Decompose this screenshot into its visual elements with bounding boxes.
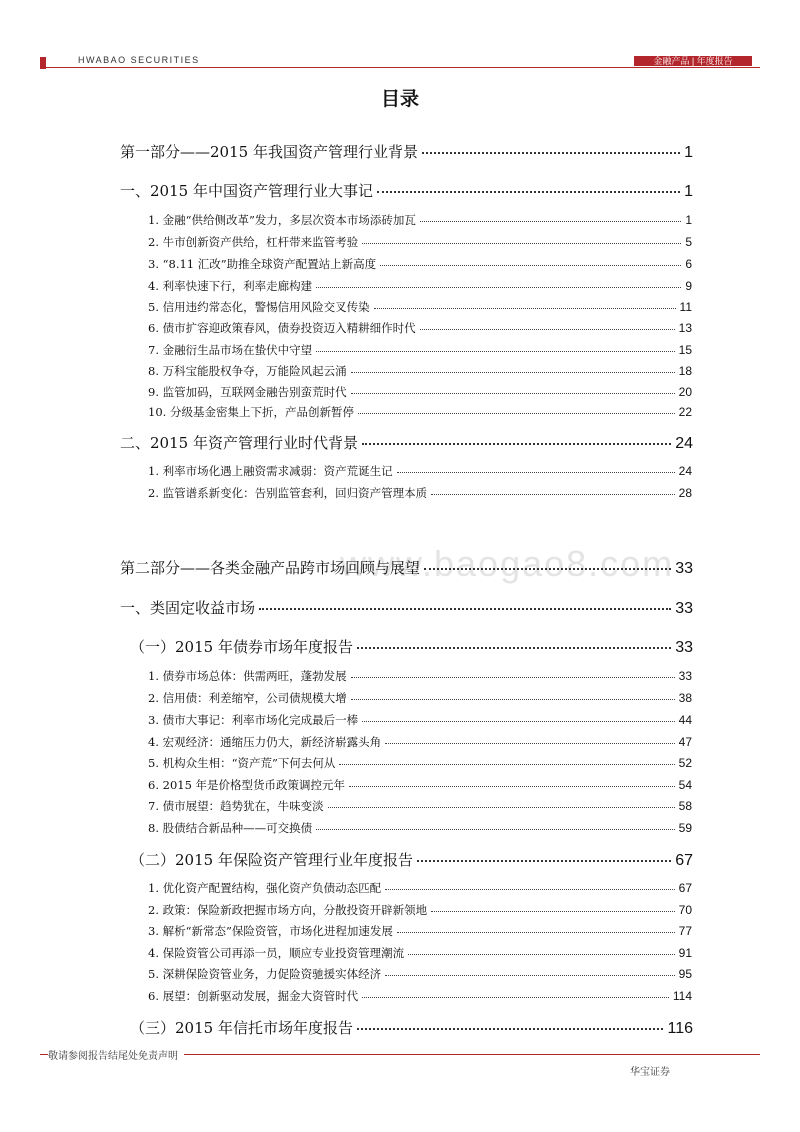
toc-leader-dots: [351, 677, 675, 678]
toc-leader-dots: [362, 443, 671, 445]
toc-leader-dots: [377, 191, 680, 193]
toc-entry[interactable]: [148, 798, 692, 814]
toc-entry-page: 11: [679, 300, 692, 314]
toc-entry-page: 13: [678, 321, 692, 335]
toc-entry-page: 22: [678, 405, 692, 419]
toc-entry-label: 6. 展望：创新驱动发展，掘金大资管时代: [148, 989, 359, 1003]
toc-entry[interactable]: [120, 432, 693, 453]
toc-entry-page: 33: [675, 560, 693, 577]
toc-entry[interactable]: [148, 256, 692, 272]
toc-leader-dots: [362, 997, 669, 998]
toc-leader-dots: [328, 807, 675, 808]
toc-leader-dots: [259, 608, 671, 610]
toc-entry[interactable]: [130, 849, 693, 870]
toc-leader-dots: [316, 287, 681, 288]
page-title: 目录: [380, 88, 419, 110]
toc-entry-page: 6: [685, 257, 692, 271]
toc-entry-label: 一、2015 年中国资产管理行业大事记: [120, 182, 373, 200]
toc-entry-page: 67: [675, 852, 693, 869]
toc-leader-dots: [420, 221, 681, 222]
toc-leader-dots: [374, 308, 676, 309]
toc-entry-label: 2. 信用债：利差缩窄，公司债规模大增: [148, 691, 347, 705]
toc-leader-dots: [420, 329, 675, 330]
toc-entry-page: 58: [678, 799, 692, 813]
toc-entry-label: （一）2015 年债券市场年度报告: [130, 638, 353, 656]
toc-entry-page: 15: [678, 343, 692, 357]
toc-entry[interactable]: [148, 463, 692, 479]
toc-leader-dots: [385, 975, 675, 976]
footer-disclaimer: 敬请参阅报告结尾处免责声明: [48, 1047, 184, 1062]
toc-entry[interactable]: [148, 734, 692, 750]
toc-entry-label: 1. 优化资产配置结构，强化资产负债动态匹配: [148, 881, 382, 895]
toc-entry-label: 1. 金融“供给侧改革”发力，多层次资本市场添砖加瓦: [148, 213, 416, 227]
toc-entry-page: 44: [678, 713, 692, 727]
toc-entry-label: 8. 股债结合新品种——可交换债: [148, 821, 313, 835]
toc-leader-dots: [349, 786, 675, 787]
toc-entry-page: 47: [678, 735, 692, 749]
toc-entry[interactable]: [148, 320, 692, 336]
toc-leader-dots: [351, 372, 675, 373]
toc-entry[interactable]: [148, 966, 692, 982]
toc-entry[interactable]: [148, 712, 692, 728]
toc-entry[interactable]: [148, 278, 692, 294]
toc-entry[interactable]: [148, 923, 692, 939]
toc-entry-label: 第二部分——各类金融产品跨市场回顾与展望: [120, 559, 421, 577]
toc-leader-dots: [362, 243, 681, 244]
toc-leader-dots: [351, 699, 675, 700]
toc-leader-dots: [385, 889, 675, 890]
toc-entry-label: 5. 深耕保险资管业务，力促险资驰援实体经济: [148, 967, 382, 981]
toc-entry-label: 7. 债市展望：趋势犹在，牛味变淡: [148, 799, 324, 813]
toc-entry-label: 8. 万科宝能股权争夺，万能险风起云涌: [148, 364, 347, 378]
toc-leader-dots: [408, 954, 675, 955]
toc-entry-label: 一、类固定收益市场: [120, 599, 256, 617]
toc-entry-page: 54: [678, 778, 692, 792]
toc-entry[interactable]: [148, 988, 692, 1004]
toc-leader-dots: [422, 152, 680, 154]
toc-entry-page: 95: [678, 967, 692, 981]
toc-leader-dots: [339, 764, 674, 765]
toc-entry-page: 1: [684, 183, 693, 200]
toc-leader-dots: [358, 413, 675, 414]
toc-entry[interactable]: [148, 690, 692, 706]
toc-entry[interactable]: [148, 234, 692, 250]
toc-entry-page: 114: [672, 989, 692, 1003]
header-divider: [40, 67, 760, 68]
toc-entry-page: 33: [678, 669, 692, 683]
toc-entry[interactable]: [148, 880, 692, 896]
toc-leader-dots: [417, 860, 671, 862]
toc-entry-label: （三）2015 年信托市场年度报告: [130, 1019, 353, 1037]
toc-entry[interactable]: [148, 902, 692, 918]
toc-leader-dots: [357, 1028, 664, 1030]
toc-entry[interactable]: [148, 485, 692, 501]
toc-entry-label: 二、2015 年资产管理行业时代背景: [120, 434, 358, 452]
toc-entry-page: 38: [678, 691, 692, 705]
toc-entry-label: 3. 债市大事记：利率市场化完成最后一棒: [148, 713, 359, 727]
toc-entry-page: 9: [685, 279, 692, 293]
toc-entry-page: 33: [675, 600, 693, 617]
toc-leader-dots: [424, 568, 671, 570]
toc-entry[interactable]: [148, 384, 692, 400]
toc-entry-page: 24: [675, 435, 693, 452]
footer-company: 华宝证券: [630, 1067, 670, 1078]
toc-entry-page: 5: [685, 235, 692, 249]
toc-entry-label: 3. 解析“新常态”保险资管，市场化进程加速发展: [148, 924, 393, 938]
toc-entry[interactable]: [148, 668, 692, 684]
toc-entry-page: 18: [678, 364, 692, 378]
toc-entry[interactable]: [120, 557, 693, 578]
toc-entry-label: 9. 监管加码，互联网金融告别蛮荒时代: [148, 385, 347, 399]
toc-entry[interactable]: [148, 342, 692, 358]
toc-entry[interactable]: [148, 755, 692, 771]
toc-entry-page: 59: [678, 821, 692, 835]
toc-entry-label: 3. “8.11 汇改”助推全球资产配置站上新高度: [148, 257, 377, 271]
toc-entry-page: 70: [678, 903, 692, 917]
toc-entry-page: 67: [678, 881, 692, 895]
toc-leader-dots: [380, 265, 681, 266]
toc-entry[interactable]: [120, 141, 693, 162]
toc-entry[interactable]: [120, 597, 693, 618]
watermark: www.baogao8.com: [340, 543, 675, 584]
toc-entry-label: 5. 信用违约常态化，警惕信用风险交叉传染: [148, 300, 370, 314]
toc-entry-label: 7. 金融衍生品市场在蛰伏中守望: [148, 343, 313, 357]
toc-entry-label: 2. 牛市创新资产供给，杠杆带来监管考验: [148, 235, 359, 249]
toc-leader-dots: [351, 393, 675, 394]
toc-leader-dots: [397, 472, 675, 473]
header-tag: 金融产品 | 年度报告: [634, 56, 752, 66]
toc-entry-page: 1: [684, 144, 693, 161]
toc-entry-page: 116: [667, 1020, 693, 1037]
toc-entry-page: 20: [678, 385, 692, 399]
toc-entry-label: 10. 分级基金密集上下折，产品创新暂停: [148, 405, 354, 419]
toc-entry-label: 1. 利率市场化遇上融资需求减弱：资产荒诞生记: [148, 464, 393, 478]
toc-entry-page: 77: [678, 924, 692, 938]
toc-entry-label: 6. 2015 年是价格型货币政策调控元年: [148, 778, 346, 792]
toc-entry[interactable]: [148, 820, 692, 836]
toc-entry[interactable]: [148, 945, 692, 961]
toc-entry-label: 4. 利率快速下行，利率走廊构建: [148, 279, 313, 293]
toc-leader-dots: [316, 351, 675, 352]
toc-leader-dots: [362, 721, 675, 722]
toc-entry-label: 2. 监管谱系新变化：告别监管套利，回归资产管理本质: [148, 486, 428, 500]
toc-entry[interactable]: [148, 212, 692, 228]
toc-entry[interactable]: [130, 1017, 693, 1038]
toc-entry[interactable]: [148, 777, 692, 793]
toc-leader-dots: [357, 647, 671, 649]
toc-entry[interactable]: [148, 404, 692, 420]
toc-entry-label: 4. 保险资管公司再添一员，顺应专业投资管理潮流: [148, 946, 405, 960]
toc-entry-page: 1: [685, 213, 692, 227]
toc-leader-dots: [316, 829, 675, 830]
toc-entry-label: 第一部分——2015 年我国资产管理行业背景: [120, 143, 418, 161]
toc-entry-page: 24: [678, 464, 692, 478]
toc-leader-dots: [431, 911, 675, 912]
toc-entry-label: 1. 债券市场总体：供需两旺，蓬勃发展: [148, 669, 347, 683]
toc-entry-label: 6. 债市扩容迎政策春风，债券投资迈入精耕细作时代: [148, 321, 416, 335]
toc-leader-dots: [397, 932, 675, 933]
toc-entry-label: 2. 政策：保险新政把握市场方向，分散投资开辟新领地: [148, 903, 428, 917]
toc-entry[interactable]: [148, 299, 692, 315]
toc-entry-page: 52: [678, 756, 692, 770]
toc-entry[interactable]: [148, 363, 692, 379]
toc-entry-label: （二）2015 年保险资产管理行业年度报告: [130, 851, 413, 869]
toc-entry-label: 4. 宏观经济：通缩压力仍大，新经济崭露头角: [148, 735, 382, 749]
toc-entry[interactable]: [130, 636, 693, 657]
header-brand: HWABAO SECURITIES: [78, 55, 200, 65]
toc-entry[interactable]: [120, 180, 693, 201]
toc-leader-dots: [385, 743, 675, 744]
toc-entry-label: 5. 机构众生相：“资产荒”下何去何从: [148, 756, 336, 770]
toc-entry-page: 28: [678, 486, 692, 500]
toc-entry-page: 91: [678, 946, 692, 960]
toc-leader-dots: [431, 494, 675, 495]
toc-entry-page: 33: [675, 639, 693, 656]
